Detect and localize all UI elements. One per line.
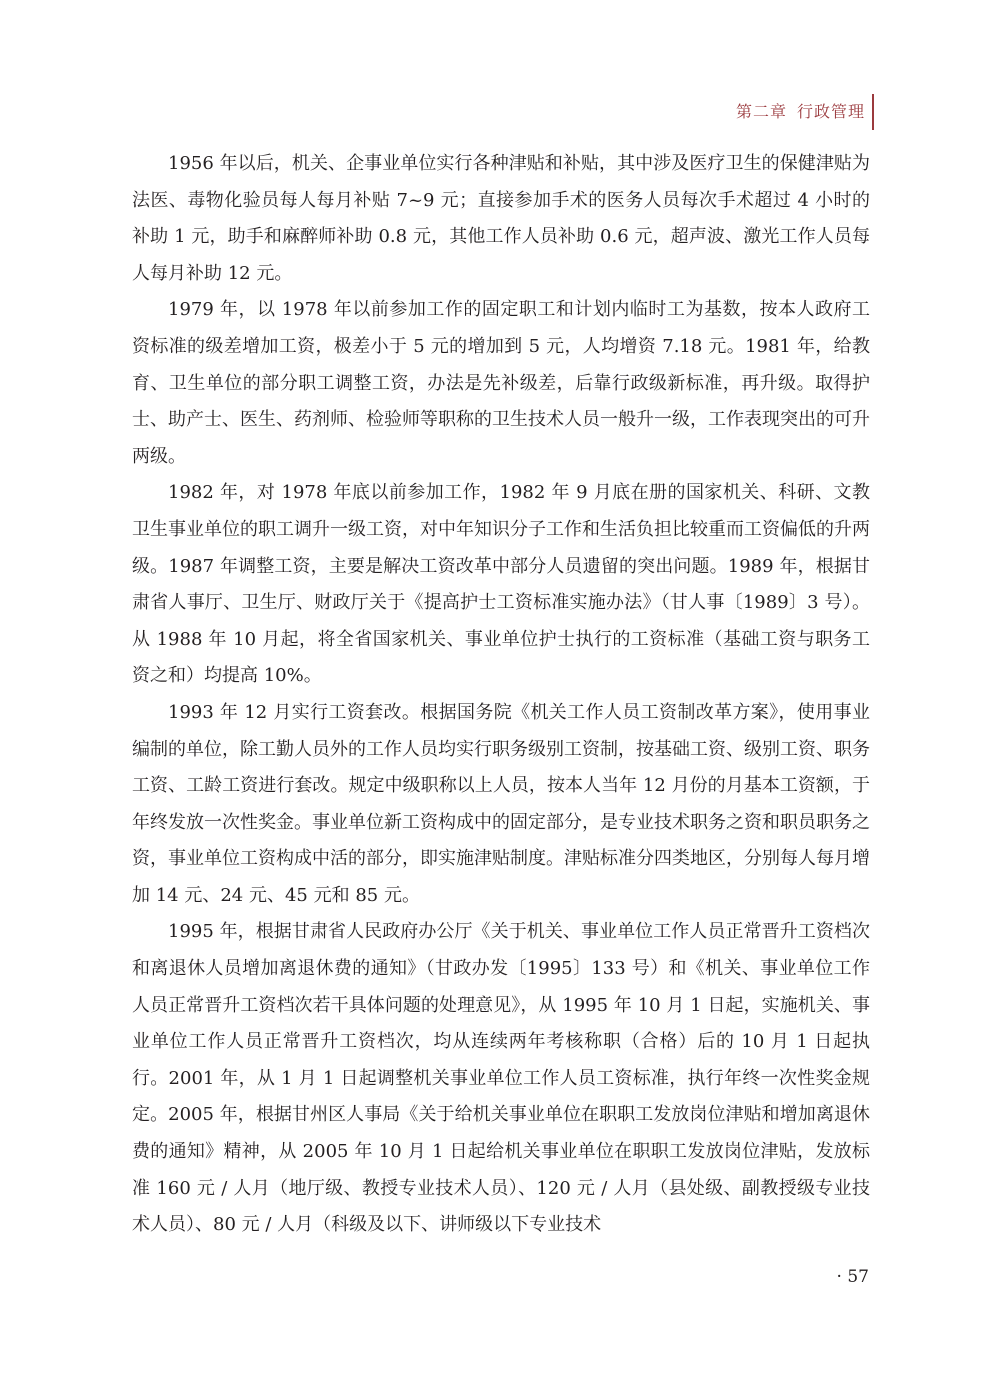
paragraph-4: 1993 年 12 月实行工资套改。根据国务院《机关工作人员工资制改革方案》，使用事业编制的单位，除工勤人员外的工作人员均实行职务级别工资制，按基础工资、级别工资、职务工资、工龄工资进行套改。规定中级职称以上人员，按本人当年 12 月份的月基本工资额，于年终发放一次性奖金。事业单位新工资构成中的固定部分，是专业技术职务之资和职员职务之资，事业单位工资构成中活的部分，即实施津贴制度。津贴标准分四类地区，分别每人每月增加 14 元、24 元、45 元和 85 元。 <box>132 701 870 906</box>
chapter-title: 行政管理 <box>796 102 865 121</box>
paragraph-3: 1982 年，对 1978 年底以前参加工作，1982 年 9 月底在册的国家机关、科研、文教卫生事业单位的职工调升一级工资，对中年知识分子工作和生活负担比较重而工资偏低的升两级。1987 年调整工资，主要是解决工资改革中部分人员遗留的突出问题。1989 年，根据甘肃省人事厅、卫生厅、财政厅关于《提高护士工资标准实施办法》（甘人事〔1989〕3 号）。从 1988 年 10 月起，将全省国家机关、事业单位护士执行的工资标准（基础工资与职务工资之和）均提高 10%。 <box>132 482 870 687</box>
header-rule <box>872 94 874 130</box>
chapter-label: 第二章 <box>735 102 787 121</box>
paragraph-2: 1979 年，以 1978 年以前参加工作的固定职工和计划内临时工为基数，按本人政府工资标准的级差增加工资，极差小于 5 元的增加到 5 元，人均增资 7.18 元。1981 年，给教育、卫生单位的部分职工调整工资，办法是先补级差，后靠行政级新标准，再升级。取得护士、助产士、医生、药剂师、检验师等职称的卫生技术人员一般升一级，工作表现突出的可升两级。 <box>132 299 870 467</box>
paragraph-5: 1995 年，根据甘肃省人民政府办公厅《关于机关、事业单位工作人员正常晋升工资档次和离退休人员增加离退休费的通知》（甘政办发〔1995〕133 号）和《机关、事业单位工作人员正常晋升工资档次若干具体问题的处理意见》，从 1995 年 10 月 1 日起，实施机关、事业单位工作人员正常晋升工资档次，均从连续两年考核称职（合格）后的 10 月 1 日起执行。2001 年，从 1 月 1 日起调整机关事业单位工作人员工资标准，执行年终一次性奖金规定。2005 年，根据甘州区人事局《关于给机关事业单位在职职工发放岗位津贴和增加离退休费的通知》精神，从 2005 年 10 月 1 日起给机关事业单位在职职工发放岗位津贴，发放标准 160 元 / 人月（地厅级、教授专业技术人员）、120 元 / 人月（县处级、副教授级专业技术人员）、80 元 / 人月（科级及以下、讲师级以下专业技术 <box>132 921 870 1236</box>
body-text <box>132 146 870 1244</box>
page-number: · 57 <box>836 1267 869 1287</box>
running-head <box>736 100 865 124</box>
paragraph-1: 1956 年以后，机关、企事业单位实行各种津贴和补贴，其中涉及医疗卫生的保健津贴为法医、毒物化验员每人每月补贴 7~9 元；直接参加手术的医务人员每次手术超过 4 小时的补助 1 元，助手和麻醉师补助 0.8 元，其他工作人员补助 0.6 元，超声波、激光工作人员每人每月补助 12 元。 <box>132 153 870 284</box>
